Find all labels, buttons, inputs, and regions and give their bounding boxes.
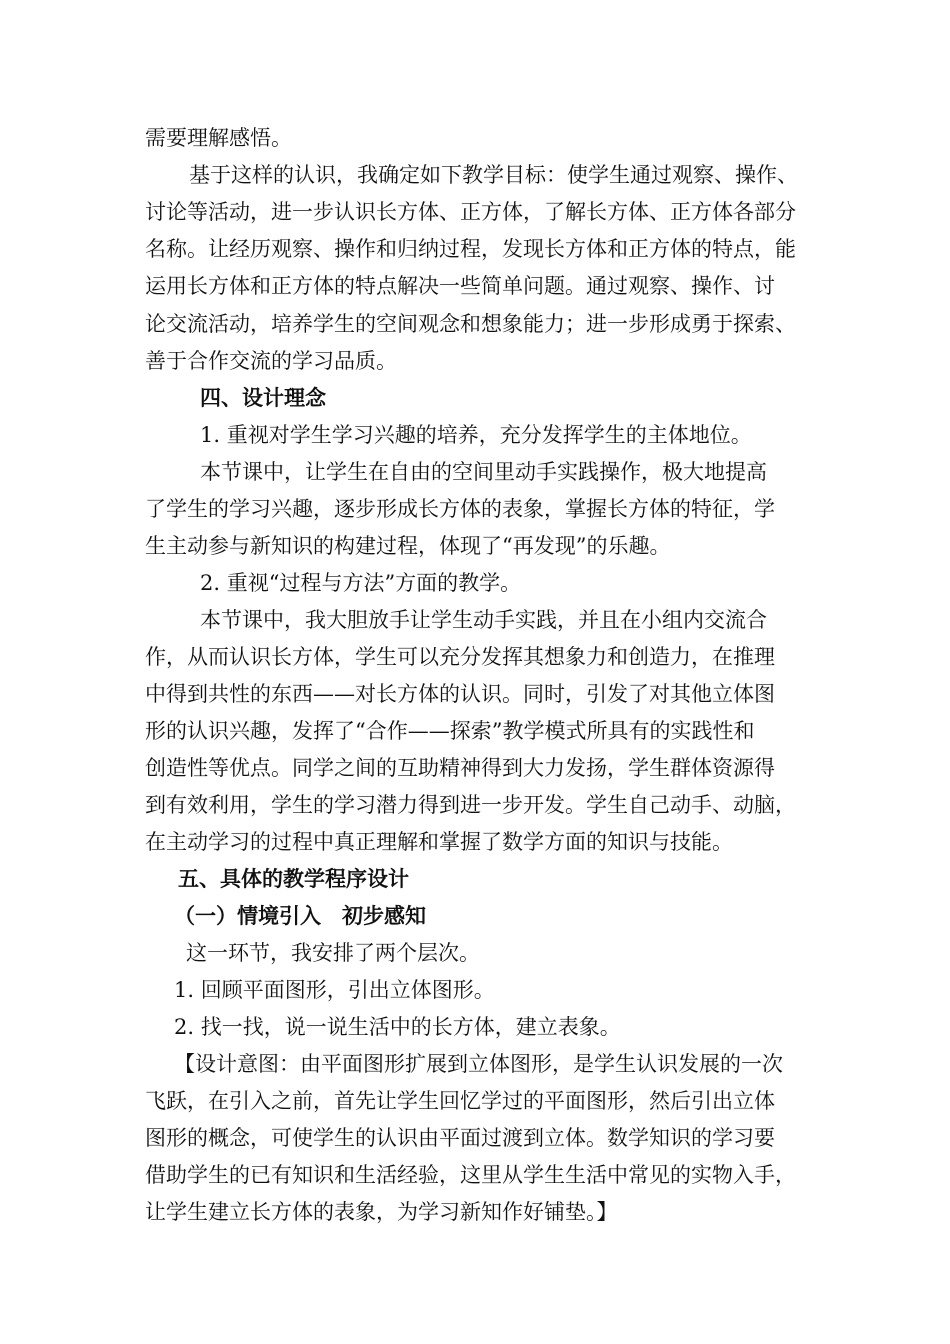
paragraph-line: 生主动参与新知识的构建过程，体现了“再发现”的乐趣。 bbox=[145, 534, 671, 558]
paragraph-line: 在主动学习的过程中真正理解和掌握了数学方面的知识与技能。 bbox=[145, 830, 733, 854]
paragraph-line: 本节课中，让学生在自由的空间里动手实践操作，极大地提高 bbox=[200, 460, 767, 484]
paragraph-line: 作，从而认识长方体，学生可以充分发挥其想象力和创造力，在推理 bbox=[145, 645, 775, 669]
paragraph-line: 善于合作交流的学习品质。 bbox=[145, 349, 397, 373]
list-item: 1. 回顾平面图形，引出立体图形。 bbox=[174, 978, 495, 1002]
paragraph-line: 讨论等活动，进一步认识长方体、正方体，了解长方体、正方体各部分 bbox=[145, 200, 796, 224]
paragraph-line: 名称。让经历观察、操作和归纳过程，发现长方体和正方体的特点，能 bbox=[145, 237, 796, 261]
paragraph-line: 了学生的学习兴趣，逐步形成长方体的表象，掌握长方体的特征，学 bbox=[145, 497, 775, 521]
paragraph-line: 形的认识兴趣，发挥了“合作——探索”教学模式所具有的实践性和 bbox=[145, 719, 755, 743]
paragraph-line: 需要理解感悟。 bbox=[145, 126, 292, 150]
design-intent-line: 【设计意图：由平面图形扩展到立体图形，是学生认识发展的一次 bbox=[174, 1052, 783, 1076]
design-intent-line: 让学生建立长方体的表象，为学习新知作好铺垫。】 bbox=[145, 1200, 618, 1224]
paragraph-line: 这一环节，我安排了两个层次。 bbox=[186, 941, 480, 965]
paragraph-line: 基于这样的认识，我确定如下教学目标：使学生通过观察、操作、 bbox=[189, 163, 798, 187]
paragraph-line: 运用长方体和正方体的特点解决一些简单问题。通过观察、操作、讨 bbox=[145, 274, 775, 298]
section-heading-teaching-procedure: 五、具体的教学程序设计 bbox=[178, 866, 409, 891]
design-intent-line: 图形的概念，可使学生的认识由平面过渡到立体。数学知识的学习要 bbox=[145, 1126, 775, 1150]
list-item: 2. 重视“过程与方法”方面的教学。 bbox=[200, 571, 522, 595]
paragraph-line: 到有效利用，学生的学习潜力得到进一步开发。学生自己动手、动脑， bbox=[145, 793, 796, 817]
paragraph-line: 中得到共性的东西——对长方体的认识。同时，引发了对其他立体图 bbox=[145, 682, 775, 706]
section-heading-design-concept: 四、设计理念 bbox=[200, 385, 326, 410]
subsection-heading: （一）情境引入 初步感知 bbox=[174, 903, 426, 928]
design-intent-line: 飞跃，在引入之前，首先让学生回忆学过的平面图形，然后引出立体 bbox=[145, 1089, 775, 1113]
list-item: 1. 重视对学生学习兴趣的培养，充分发挥学生的主体地位。 bbox=[200, 423, 752, 447]
design-intent-line: 借助学生的已有知识和生活经验，这里从学生生活中常见的实物入手， bbox=[145, 1163, 796, 1187]
paragraph-line: 创造性等优点。同学之间的互助精神得到大力发扬，学生群体资源得 bbox=[145, 756, 775, 780]
paragraph-line: 本节课中，我大胆放手让学生动手实践，并且在小组内交流合 bbox=[200, 608, 767, 632]
list-item: 2. 找一找，说一说生活中的长方体，建立表象。 bbox=[174, 1015, 621, 1039]
paragraph-line: 论交流活动，培养学生的空间观念和想象能力；进一步形成勇于探索、 bbox=[145, 312, 796, 336]
